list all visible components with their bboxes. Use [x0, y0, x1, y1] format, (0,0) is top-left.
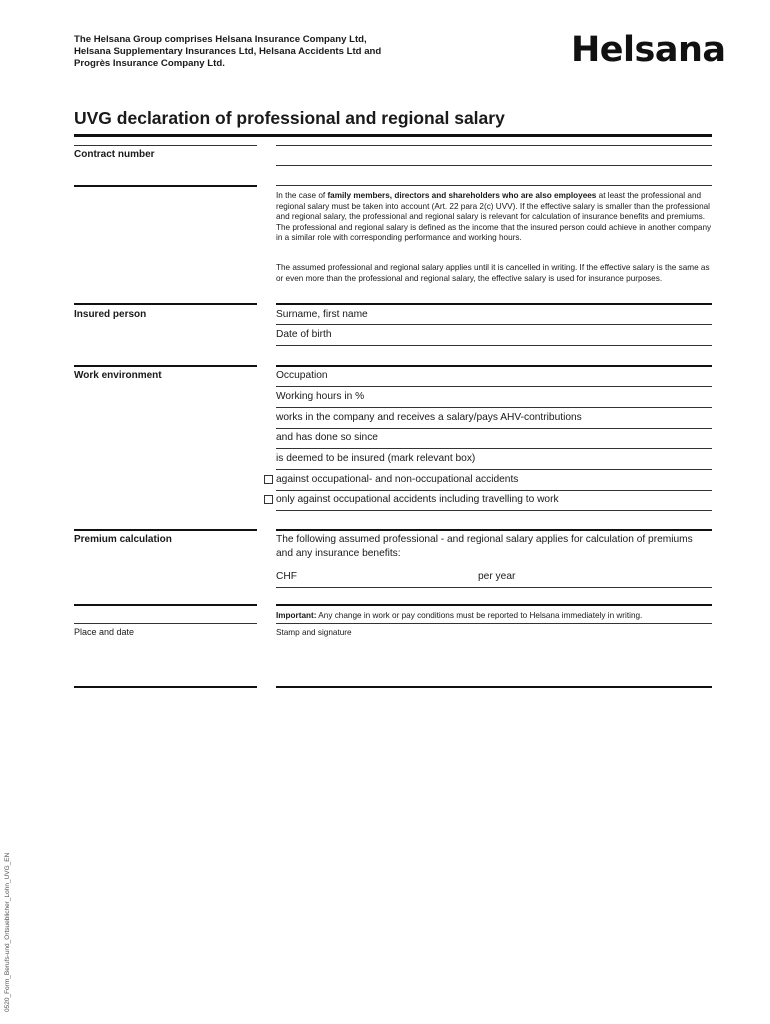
- working-hours-field[interactable]: Working hours in %: [276, 391, 365, 402]
- works-in-company-field: works in the company and receives a salary/pays AHV-contributions: [276, 412, 582, 423]
- since-line: [276, 448, 712, 449]
- stamp-signature-line[interactable]: [276, 686, 712, 688]
- deemed-line: [276, 469, 712, 470]
- salary-amount-line[interactable]: [276, 587, 712, 588]
- page-title: UVG declaration of professional and regional salary: [74, 108, 505, 128]
- place-date-rule: [74, 623, 257, 624]
- contract-field-line-2[interactable]: [276, 165, 712, 166]
- premium-text: The following assumed professional - and regional salary applies for calculation of premiums and any insurance benefits:: [276, 534, 693, 559]
- contract-label: Contract number: [74, 149, 155, 160]
- stamp-rule: [276, 623, 712, 624]
- option-occupational-only-label: only against occupational accidents including travelling to work: [276, 494, 559, 505]
- footer-rule-right: [276, 604, 712, 606]
- title-rule: [74, 134, 712, 137]
- option2-line: [276, 510, 712, 511]
- insured-label: Insured person: [74, 309, 147, 320]
- contract-rule-left: [74, 145, 257, 146]
- explanation-bold: family members, directors and shareholders who are also employees: [327, 191, 597, 200]
- work-rule-left: [74, 365, 257, 367]
- per-year-label: per year: [478, 571, 516, 582]
- occupation-field[interactable]: Occupation: [276, 370, 328, 381]
- dob-field-line: [276, 345, 712, 346]
- explanation-paragraph-1: In the case of family members, directors and shareholders who are also employees at least the professional and regional salary must be taken into account (Art. 22 para 2(c) UVV). If the effective salary is smaller than the professional and regional salary, the professional and regional salary is relevant for calculation of insurance benefits and premiums. The professional and regional salary is defined as the income that the insured person could achieve in another company in a similar role with corresponding performance and working hours.: [276, 191, 712, 242]
- insured-rule-right: [276, 303, 712, 305]
- work-rule-right: [276, 365, 712, 367]
- form-code: 0520_Form_Berufs-und_Ortsueblicher_Lohn_UVG_EN: [4, 852, 11, 1012]
- since-field[interactable]: and has done so since: [276, 432, 378, 443]
- option-occupational-only-checkbox[interactable]: [264, 495, 273, 504]
- stamp-signature-label: Stamp and signature: [276, 628, 352, 637]
- contract-field-line-3: [276, 185, 712, 186]
- occupation-line: [276, 386, 712, 387]
- important-bold: Important:: [276, 611, 317, 620]
- working-hours-line: [276, 407, 712, 408]
- premium-rule-left: [74, 529, 257, 531]
- name-field[interactable]: Surname, first name: [276, 309, 368, 320]
- contract-rule-left-bottom: [74, 185, 257, 187]
- work-label: Work environment: [74, 370, 162, 381]
- dob-field[interactable]: Date of birth: [276, 329, 332, 340]
- explanation-paragraph-2: The assumed professional and regional salary applies until it is cancelled in writing. If the effective salary is the same as or even more than the professional and regional salary, the effective salary is used for insurance purposes.: [276, 263, 710, 283]
- option1-line: [276, 490, 712, 491]
- footer-rule-left: [74, 604, 257, 606]
- premium-rule-right: [276, 529, 712, 531]
- premium-label: Premium calculation: [74, 534, 172, 545]
- works-in-line: [276, 428, 712, 429]
- helsana-logo: Helsana: [571, 30, 726, 70]
- insured-rule-left: [74, 303, 257, 305]
- group-note: The Helsana Group comprises Helsana Insurance Company Ltd, Helsana Supplementary Insurances Ltd, Helsana Accidents Ltd and Progrès Insurance Company Ltd.: [74, 34, 382, 69]
- deemed-insured-text: is deemed to be insured (mark relevant box): [276, 453, 476, 464]
- option-occupational-nonoccupational-checkbox[interactable]: [264, 475, 273, 484]
- place-date-signature-line[interactable]: [74, 686, 257, 688]
- contract-field-line-1[interactable]: [276, 145, 712, 146]
- important-note: Important: Any change in work or pay conditions must be reported to Helsana immediately in writing.: [276, 611, 643, 620]
- option-occupational-nonoccupational-label: against occupational- and non-occupational accidents: [276, 474, 519, 485]
- name-field-line: [276, 324, 712, 325]
- place-date-label: Place and date: [74, 627, 135, 637]
- chf-label: CHF: [276, 571, 297, 582]
